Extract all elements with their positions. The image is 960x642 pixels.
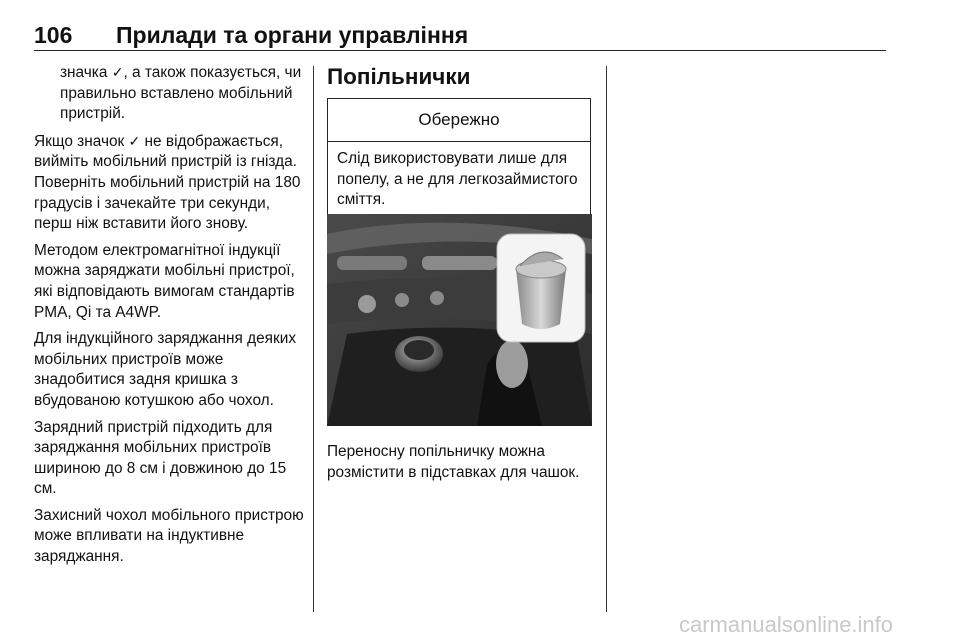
paragraph-text: , а також показується, чи правильно вставлено мобільний пристрій. (60, 64, 302, 123)
watermark: carmanualsonline.info (679, 612, 894, 637)
paragraph-back-cover: Для індукційного заряджання деяких мобільних пристроїв може знадобитися задня кришка з вбудованою котушкою або чохол. (34, 330, 297, 409)
left-column (34, 62, 306, 574)
paragraph-induction: Методом електромагнітної індукції можна заряджати мобільні пристрої, які відповідають вимогам стандартів PMA, Qi та A4WP. (34, 241, 295, 321)
paragraph-text: Якщо значок (34, 132, 129, 150)
paragraph-charger-size: Зарядний пристрій підходить для заряджання мобільних пристроїв шириною до 8 см і довжиною до 15 см. (34, 418, 287, 498)
page-number: 106 (34, 22, 73, 48)
header-divider (34, 50, 886, 51)
warning-text: Слід використовувати лише для попелу, а не для легкозаймистого сміття. (337, 150, 578, 208)
paragraph-icon-missing (34, 131, 306, 235)
section-title: Попільнички (327, 64, 471, 89)
charging-check-icon: ✓ (111, 64, 124, 80)
ashtray-illustration (327, 214, 592, 426)
warning-title: Обережно (328, 99, 590, 142)
paragraph-continuation (34, 62, 306, 125)
figure-caption: Переносну попільничку можна розмістити в підставках для чашок. (327, 443, 580, 481)
paragraph-text: значка (60, 64, 112, 81)
page-header (34, 22, 886, 52)
chapter-title: Прилади та органи управління (116, 22, 469, 48)
column-divider (313, 66, 314, 612)
charging-check-icon: ✓ (128, 132, 141, 149)
right-column (327, 62, 593, 481)
paragraph-protective-case: Захисний чохол мобільного пристрою може впливати на індуктивне заряджання. (34, 506, 304, 566)
paragraph-text: не відображається, вийміть мобільний пристрій із гнізда. Поверніть мобільний пристрій на 180 градусів і зачекайте три секунди, перш ніж вставити його знову. (34, 132, 301, 233)
column-divider (606, 66, 607, 612)
